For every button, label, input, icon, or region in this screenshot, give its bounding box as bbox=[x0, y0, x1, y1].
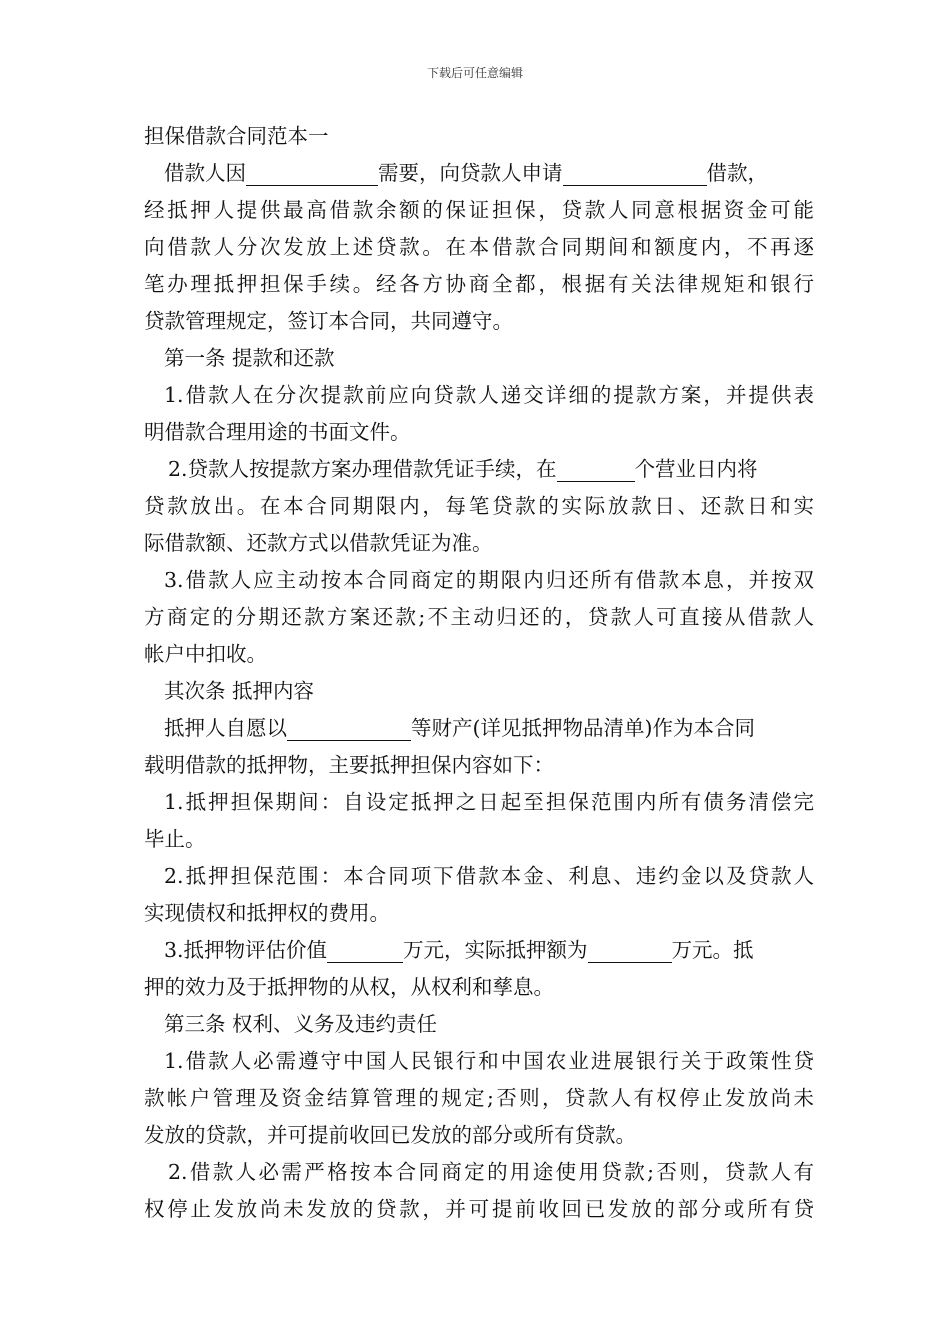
article-heading: 第一条 提款和还款 bbox=[164, 346, 335, 370]
clause-line: 2.借款人必需严格按本合同商定的用途使用贷款;否则，贷款人有 bbox=[168, 1160, 814, 1184]
clause-line: 方商定的分期还款方案还款;不主动归还的，贷款人可直接从借款人 bbox=[144, 605, 814, 629]
clause-line: 1.借款人必需遵守中国人民银行和中国农业进展银行关于政策性贷 bbox=[164, 1049, 814, 1073]
clause-line: 际借款额、还款方式以借款凭证为准。 bbox=[144, 531, 493, 555]
text-segment: 万元。抵 bbox=[671, 938, 754, 962]
intro-line: 经抵押人提供最高借款余额的保证担保，贷款人同意根据资金可能 bbox=[144, 198, 814, 222]
intro-line: 贷款管理规定，签订本合同，共同遵守。 bbox=[144, 309, 513, 333]
clause-line: 1.借款人在分次提款前应向贷款人递交详细的提款方案，并提供表 bbox=[164, 383, 814, 407]
intro-line-1 bbox=[144, 155, 814, 192]
clause-line: 款帐户管理及资金结算管理的规定;否则，贷款人有权停止发放尚未 bbox=[144, 1086, 814, 1110]
text-segment: 需要，向贷款人申请 bbox=[378, 161, 563, 185]
text-segment: 借款人因 bbox=[164, 161, 246, 185]
article-heading: 第三条 权利、义务及违约责任 bbox=[164, 1012, 438, 1036]
text-segment: 万元，实际抵押额为 bbox=[403, 938, 588, 962]
clause-line: 3.借款人应主动按本合同商定的期限内归还所有借款本息，并按双 bbox=[164, 568, 814, 592]
clause-line: 2.抵押担保范围：本合同项下借款本金、利息、违约金以及贷款人 bbox=[164, 864, 814, 888]
blank-field-purpose bbox=[246, 162, 378, 186]
document-title: 担保借款合同范本一 bbox=[144, 124, 329, 148]
clause-line: 发放的贷款，并可提前收回已发放的部分或所有贷款。 bbox=[144, 1123, 636, 1147]
clause-line: 1.抵押担保期间：自设定抵押之日起至担保范围内所有债务清偿完 bbox=[164, 790, 814, 814]
clause-line: 实现债权和抵押权的费用。 bbox=[144, 901, 390, 925]
document-body bbox=[144, 118, 814, 1228]
clause-line: 毕止。 bbox=[144, 827, 206, 851]
clause-line: 权停止发放尚未发放的贷款，并可提前收回已发放的部分或所有贷 bbox=[144, 1197, 814, 1221]
clause-line: 载明借款的抵押物，主要抵押担保内容如下： bbox=[144, 753, 554, 777]
article-heading: 其次条 抵押内容 bbox=[164, 679, 315, 703]
clause-line bbox=[144, 710, 814, 747]
text-segment: 2.贷款人按提款方案办理借款凭证手续，在 bbox=[168, 457, 557, 481]
text-segment: 个营业日内将 bbox=[634, 457, 758, 481]
text-segment: 借款， bbox=[706, 161, 768, 185]
text-segment: 抵押人自愿以 bbox=[164, 716, 287, 740]
intro-line: 笔办理抵押担保手续。经各方协商全都，根据有关法律规矩和银行 bbox=[144, 272, 814, 296]
clause-line bbox=[144, 932, 814, 969]
clause-line bbox=[144, 451, 814, 488]
clause-line: 押的效力及于抵押物的从权，从权利和孳息。 bbox=[144, 975, 554, 999]
intro-line: 向借款人分次发放上述贷款。在本借款合同期间和额度内，不再逐 bbox=[144, 235, 814, 259]
blank-field-mortgage-amount bbox=[588, 939, 672, 963]
clause-line: 帐户中扣收。 bbox=[144, 642, 267, 666]
clause-line: 贷款放出。在本合同期限内，每笔贷款的实际放款日、还款日和实 bbox=[144, 494, 814, 518]
clause-line: 明借款合理用途的书面文件。 bbox=[144, 420, 411, 444]
page-header: 下载后可任意编辑 bbox=[426, 66, 523, 80]
blank-field-amount bbox=[563, 162, 707, 186]
text-segment: 3.抵押物评估价值 bbox=[164, 938, 328, 962]
blank-field-valuation bbox=[327, 939, 403, 963]
blank-field-property bbox=[287, 717, 411, 741]
text-segment: 等财产(详见抵押物品清单)作为本合同 bbox=[411, 716, 755, 740]
blank-field-days bbox=[557, 458, 635, 482]
